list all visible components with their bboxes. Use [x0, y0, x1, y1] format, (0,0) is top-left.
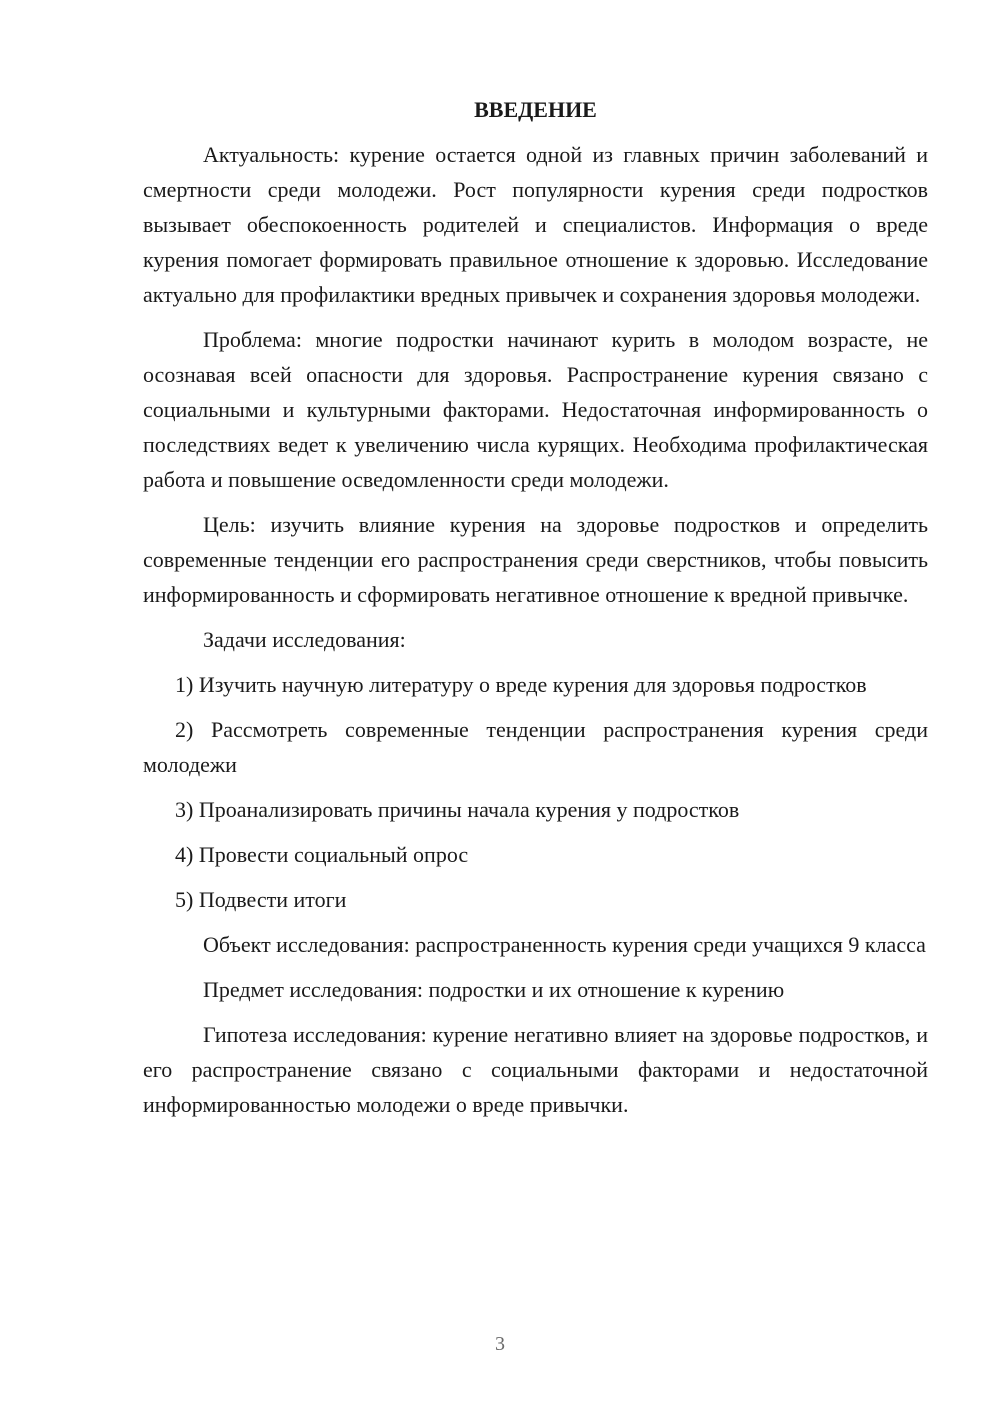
paragraph-subject: Предмет исследования: подростки и их отношение к курению	[203, 977, 785, 1002]
task-item: 2) Рассмотреть современные тенденции распространения курения среди молодежи	[143, 717, 928, 777]
task-item: 5) Подвести итоги	[175, 887, 347, 912]
tasks-heading: Задачи исследования:	[203, 627, 406, 652]
page-number: 3	[495, 1333, 505, 1355]
page-title: ВВЕДЕНИЕ	[474, 97, 597, 122]
task-item: 1) Изучить научную литературу о вреде курения для здоровья подростков	[175, 672, 867, 697]
task-item: 3) Проанализировать причины начала курения у подростков	[175, 797, 740, 822]
task-item: 4) Провести социальный опрос	[175, 842, 469, 867]
paragraph-problem: Проблема: многие подростки начинают курить в молодом возрасте, не осознавая всей опасности для здоровья. Распространение курения связано с социальными и культурными факторами. Недостаточная информированность о последствиях ведет к увеличению числа курящих. Необходима профилактическая работа и повышение осведомленности среди молодежи.	[143, 327, 928, 492]
paragraph-hypothesis: Гипотеза исследования: курение негативно влияет на здоровье подростков, и его распространение связано с социальными факторами и недостаточной информированностью молодежи о вреде привычки.	[143, 1022, 928, 1117]
paragraph-relevance: Актуальность: курение остается одной из главных причин заболеваний и смертности среди молодежи. Рост популярности курения среди подростков вызывает обеспокоенность родителей и специалистов. Информация о вреде курения помогает формировать правильное отношение к здоровью. Исследование актуально для профилактики вредных привычек и сохранения здоровья молодежи.	[143, 142, 928, 307]
document-page	[143, 92, 928, 1132]
paragraph-object: Объект исследования: распространенность курения среди учащихся 9 класса	[203, 932, 926, 957]
paragraph-goal: Цель: изучить влияние курения на здоровье подростков и определить современные тенденции его распространения среди сверстников, чтобы повысить информированность и сформировать негативное отношение к вредной привычке.	[143, 512, 928, 607]
